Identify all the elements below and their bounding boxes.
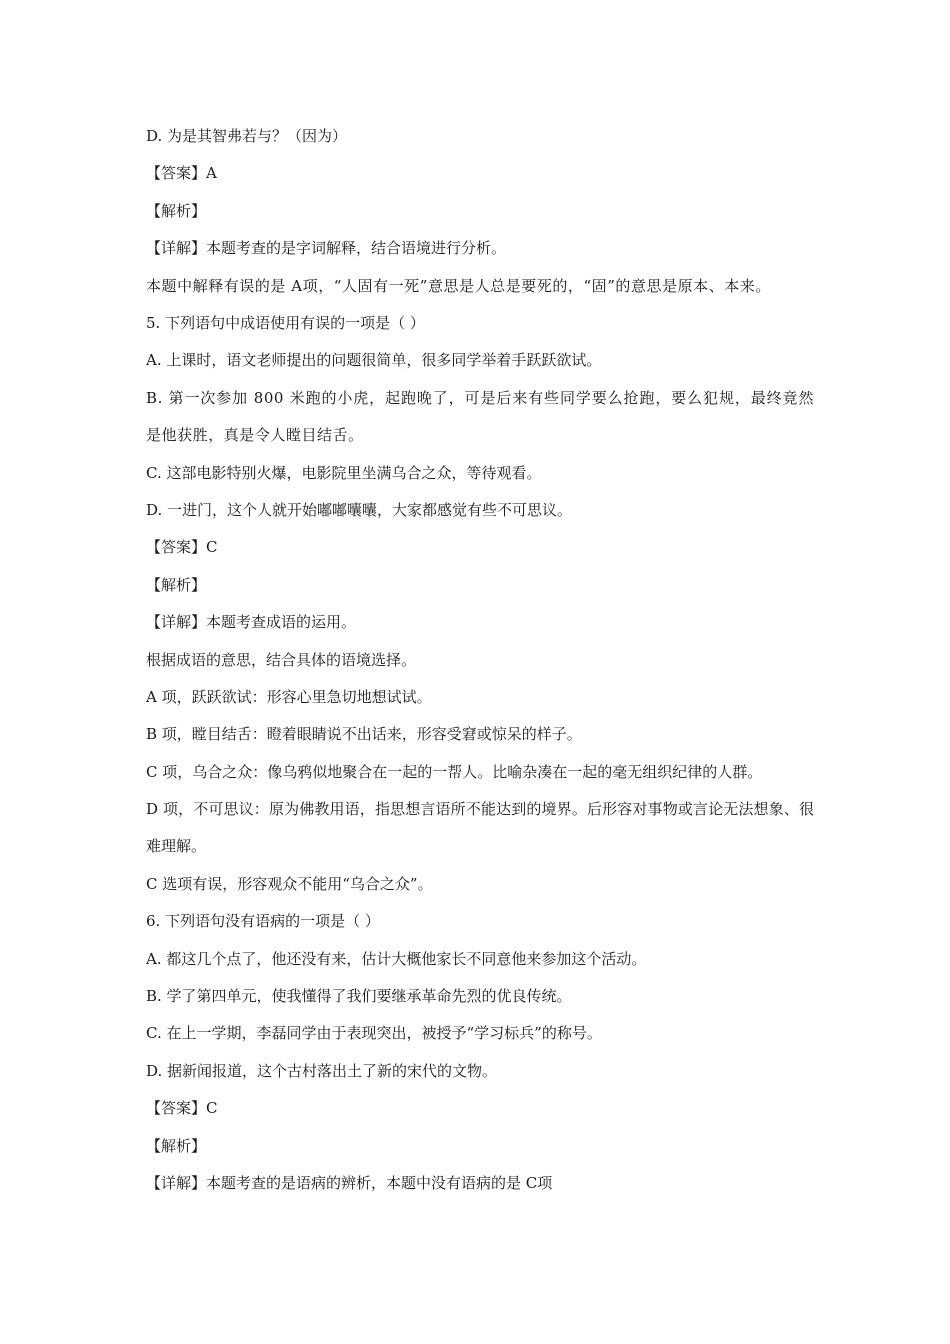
q6-stem: 6. 下列语句没有语病的一项是（ ） — [146, 912, 380, 931]
q5-item-c: C 项，乌合之众：像乌鸦似地聚合在一起的一帮人。比喻杂凑在一起的毫无组织纪律的人群。 — [146, 762, 763, 781]
document-body — [146, 118, 814, 1202]
q5-item-a: A 项，跃跃欲试：形容心里急切地想试试。 — [146, 687, 432, 706]
q6-answer: 【答案】C — [146, 1099, 218, 1118]
q5-option-d: D. 一进门，这个人就开始嘟嘟囔囔，大家都感觉有些不可思议。 — [146, 500, 573, 519]
q5-detail: 【详解】本题考查成语的运用。 — [146, 613, 357, 632]
q6-analysis-heading: 【解析】 — [146, 1136, 207, 1155]
q4-analysis-heading: 【解析】 — [146, 201, 207, 220]
q5-analysis-heading: 【解析】 — [146, 575, 207, 594]
q6-option-a: A. 都这几个点了，他还没有来，估计大概他家长不同意他来参加这个活动。 — [146, 949, 647, 968]
q5-conclusion: C 选项有误，形容观众不能用“乌合之众”。 — [146, 874, 433, 893]
q4-option-d: D. 为是其智弗若与？（因为） — [146, 127, 348, 145]
q5-item-b: B 项，瞠目结舌：瞪着眼睛说不出话来，形容受窘或惊呆的样子。 — [146, 725, 582, 744]
q5-item-d: D 项，不可思议：原为佛教用语，指思想言语所不能达到的境界。后形容对事物或言论无法想象、很难理解。 — [146, 800, 814, 856]
q5-stem: 5. 下列语句中成语使用有误的一项是（ ） — [146, 313, 425, 332]
q5-option-a: A. 上课时，语文老师提出的问题很简单，很多同学举着手跃跃欲试。 — [146, 351, 602, 370]
q4-detail: 【详解】本题考查的是字词解释，结合语境进行分析。 — [146, 239, 507, 258]
q6-option-b: B. 学了第四单元，使我懂得了我们要继承革命先烈的优良传统。 — [146, 987, 572, 1006]
q5-answer: 【答案】C — [146, 538, 218, 557]
q4-answer: 【答案】A — [146, 164, 217, 183]
q5-option-b: B. 第一次参加 800 米跑的小虎，起跑晚了，可是后来有些同学要么抢跑，要么犯规，最终竟然是他获胜，真是令人瞠目结舌。 — [146, 388, 814, 445]
q4-explanation: 本题中解释有误的是 A项，“人固有一死”意思是人总是要死的，“固”的意思是原本、本来。 — [146, 276, 771, 295]
q5-option-c: C. 这部电影特别火爆，电影院里坐满乌合之众，等待观看。 — [146, 463, 542, 482]
q6-option-d: D. 据新闻报道，这个古村落出土了新的宋代的文物。 — [146, 1061, 498, 1080]
q6-detail: 【详解】本题考查的是语病的辨析，本题中没有语病的是 C项 — [146, 1174, 553, 1193]
q5-method: 根据成语的意思，结合具体的语境选择。 — [146, 650, 417, 669]
q6-option-c: C. 在上一学期，李磊同学由于表现突出，被授予“学习标兵”的称号。 — [146, 1024, 602, 1043]
